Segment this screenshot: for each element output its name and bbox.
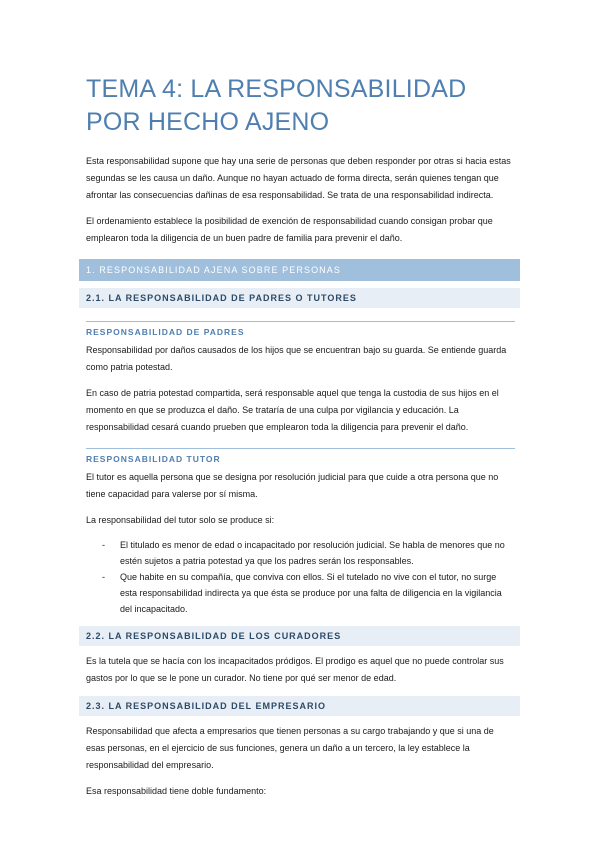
list-item (86, 537, 515, 569)
heading-responsabilidad-tutor: RESPONSABILIDAD TUTOR (86, 454, 221, 464)
padres-paragraph-2: En caso de patria potestad compartida, será responsable aquel que tenga la custodia de sus hijos en el momento en que se produzca el daño. Se trataría de una culpa por vigilancia y educación. La responsabilidad cesará cuando prueben que emplearon toda la diligencia para prevenir el daño. (86, 388, 499, 432)
padres-paragraph-1: Responsabilidad por daños causados de los hijos que se encuentran bajo su guarda. Se entiende guarda como patria potestad. (86, 345, 507, 372)
subsection-heading-2-2: 2.2. LA RESPONSABILIDAD DE LOS CURADORES (79, 626, 520, 646)
list-item-text: Que habite en su compañía, que conviva con ellos. Si el tutelado no vive con el tutor, no surge esta responsabilidad indirecta ya que ésta se produce por una falta de diligencia en la vigilancia del incapacitado. (120, 572, 502, 614)
curadores-paragraph: Es la tutela que se hacía con los incapacitados pródigos. El prodigo es aquel que no puede controlar sus gastos por lo que se le pone un curador. No tiene por qué ser menor de edad. (86, 656, 504, 683)
empresario-paragraph-1: Responsabilidad que afecta a empresarios que tienen personas a su cargo trabajando y que si una de esas personas, en el ejercicio de sus funciones, genera un daño a un tercero, la ley establece la responsabilidad del empresario. (86, 726, 494, 770)
list-dash: - (102, 540, 105, 550)
list-item (86, 569, 515, 617)
list-dash: - (102, 572, 105, 582)
tutor-paragraph-2: La responsabilidad del tutor solo se produce si: (86, 515, 275, 525)
page-title: TEMA 4: LA RESPONSABILIDAD POR HECHO AJENO (86, 75, 467, 136)
intro-paragraph: Esta responsabilidad supone que hay una serie de personas que deben responder por otras si hacia estas segundas se les causa un daño. Aunque no hayan actuado de forma directa, serán quienes tengan que afrontar las consecuencias dañinas de esa responsabilidad. Se trata de una responsabilidad indirecta. (86, 156, 511, 200)
exemption-paragraph: El ordenamiento establece la posibilidad de exención de responsabilidad cuando consigan probar que emplearon toda la diligencia de un buen padre de familia para prevenir el daño. (86, 216, 493, 243)
empresario-paragraph-2: Esa responsabilidad tiene doble fundamento: (86, 786, 267, 796)
heading-tutor-block (86, 448, 515, 466)
heading-responsabilidad-padres: RESPONSABILIDAD DE PADRES (86, 327, 245, 337)
heading-padres-block (86, 321, 515, 339)
subsection-heading-2-1: 2.1. LA RESPONSABILIDAD DE PADRES O TUTORES (79, 288, 520, 308)
list-item-text: El titulado es menor de edad o incapacitado por resolución judicial. Se habla de menores que no estén sujetos a patria potestad ya que los padres serán los responsables. (120, 540, 505, 566)
subsection-heading-2-3: 2.3. LA RESPONSABILIDAD DEL EMPRESARIO (79, 696, 520, 716)
tutor-paragraph-1: El tutor es aquella persona que se designa por resolución judicial para que cuide a otra persona que no tiene capacidad para valerse por sí misma. (86, 472, 499, 499)
tutor-conditions-list (86, 537, 515, 617)
section-heading-1: 1. RESPONSABILIDAD AJENA SOBRE PERSONAS (79, 259, 520, 281)
